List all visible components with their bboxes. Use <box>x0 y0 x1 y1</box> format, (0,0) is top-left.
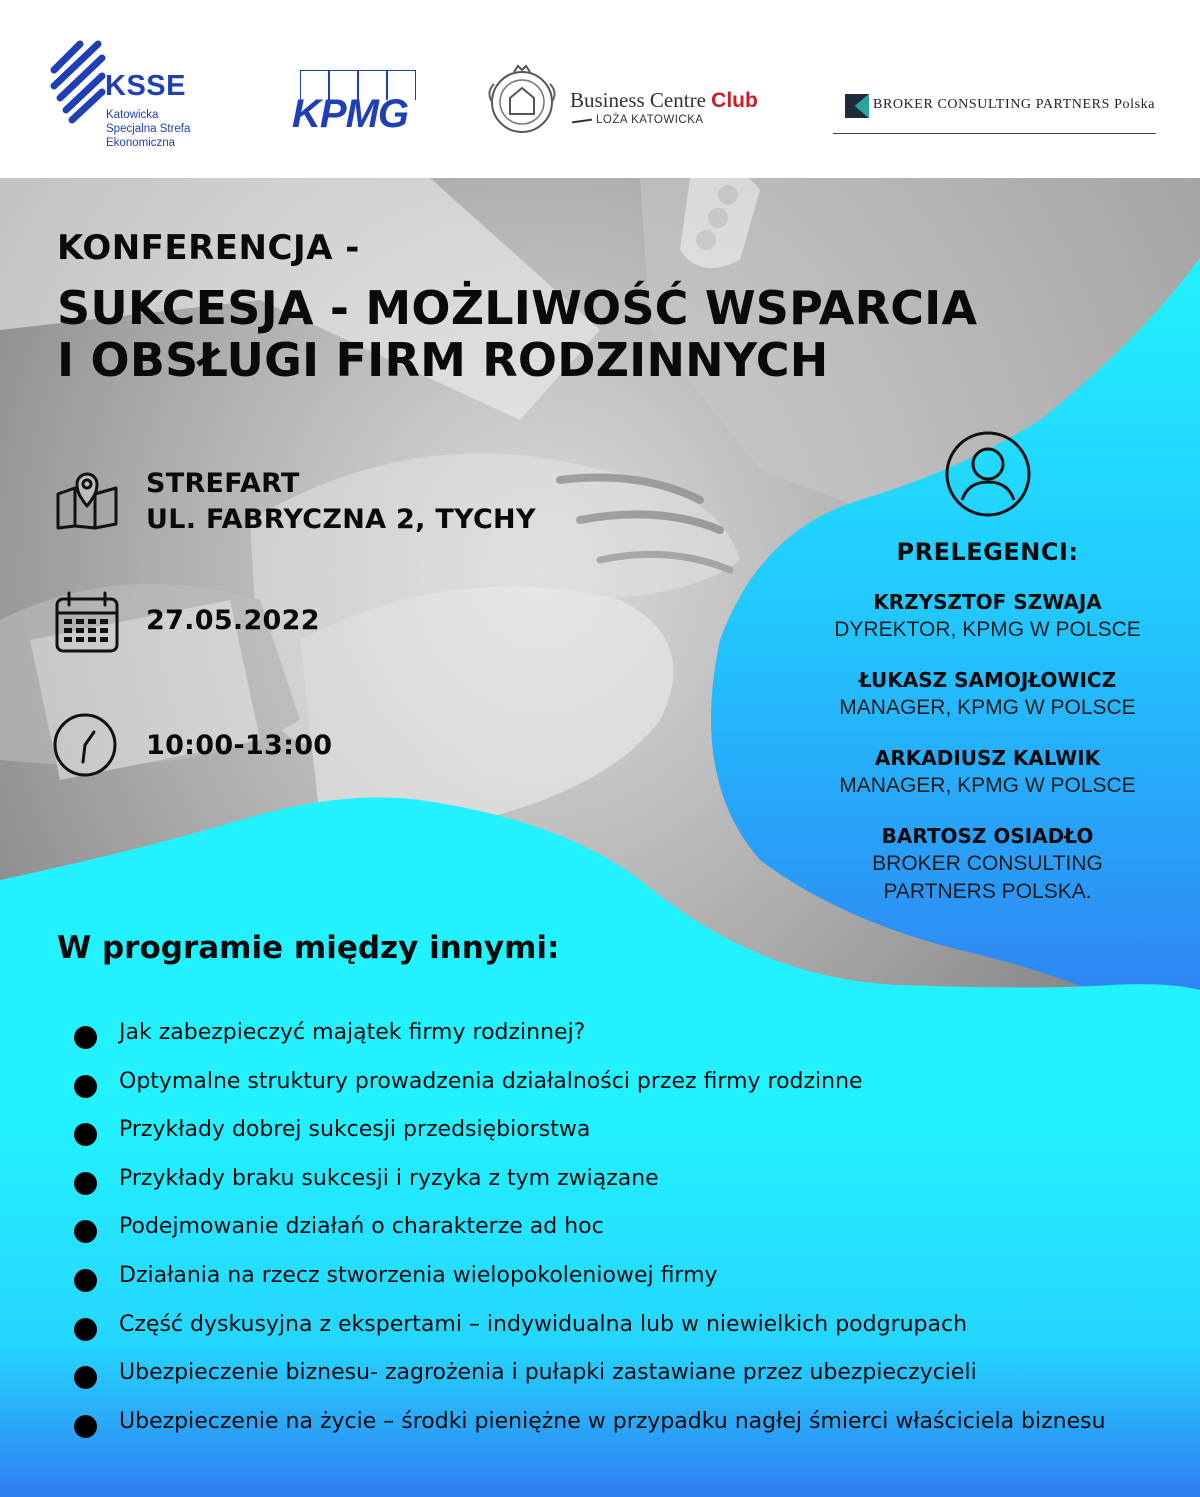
ksse-subtitle: Katowicka Specjalna Strefa Ekonomiczna <box>106 109 191 149</box>
event-title-line1: SUKCESJA - MOŻLIWOŚĆ WSPARCIA <box>57 281 978 335</box>
bullet-icon <box>74 1172 97 1195</box>
event-title <box>57 282 1107 386</box>
event-title-line2: I OBSŁUGI FIRM RODZINNYCH <box>57 333 829 387</box>
bullet-icon <box>74 1318 97 1341</box>
list-item: Ubezpieczenie biznesu- zagrożenia i pułapki zastawiane przez ubezpieczycieli <box>72 1356 1162 1405</box>
bullet-icon <box>74 1366 97 1389</box>
bullet-icon <box>74 1220 97 1243</box>
event-time: 10:00-13:00 <box>146 730 333 761</box>
kpmg-wordmark: KPMG <box>292 92 408 136</box>
program-heading: W programie między innymi: <box>57 930 560 966</box>
event-date: 27.05.2022 <box>146 605 320 636</box>
speaker-item: ARKADIUSZ KALWIK MANAGER, KPMG W POLSCE <box>839 746 1136 797</box>
bcc-seal-icon <box>484 62 560 138</box>
kpmg-logo <box>290 70 418 136</box>
bullet-icon <box>74 1075 97 1098</box>
ksse-stripes-icon <box>50 40 110 125</box>
speaker-item: KRZYSZTOF SZWAJA DYREKTOR, KPMG W POLSCE <box>834 590 1141 641</box>
bullet-icon <box>74 1415 97 1438</box>
business-centre-club-logo <box>484 62 784 142</box>
calendar-icon <box>55 591 119 653</box>
broker-consulting-partners-logo <box>833 90 1156 134</box>
bcp-wordmark: BROKER CONSULTING PARTNERS Polska <box>873 97 1156 112</box>
event-kicker: KONFERENCJA - <box>57 228 360 268</box>
speaker-item: BARTOSZ OSIADŁO BROKER CONSULTING PARTNERS POLSKA. <box>872 824 1103 903</box>
list-item: Przykłady dobrej sukcesji przedsiębiorstwa <box>72 1113 1162 1162</box>
bullet-icon <box>74 1026 97 1049</box>
speakers-panel <box>820 430 1155 906</box>
ksse-wordmark: KSSE <box>105 70 186 102</box>
list-item: Działania na rzecz stworzenia wielopokoleniowej firmy <box>72 1259 1162 1308</box>
list-item: Optymalne struktury prowadzenia działalności przez firmy rodzinne <box>72 1065 1162 1114</box>
list-item: Podejmowanie działań o charakterze ad hoc <box>72 1210 1162 1259</box>
list-item: Ubezpieczenie na życie – środki pieniężne w przypadku nagłej śmierci właściciela biznesu <box>72 1405 1162 1454</box>
bcc-wordmark: Business Centre Club <box>570 88 758 112</box>
person-icon <box>944 430 1032 518</box>
speaker-item: ŁUKASZ SAMOJŁOWICZ MANAGER, KPMG W POLSCE <box>839 668 1136 719</box>
bcp-mark-icon <box>845 94 869 118</box>
list-item: Jak zabezpieczyć majątek firmy rodzinnej? <box>72 1016 1162 1065</box>
bcc-subtitle: LOŻA KATOWICKA <box>596 114 704 126</box>
list-item: Część dyskusyjna z ekspertami – indywidualna lub w niewielkich podgrupach <box>72 1308 1162 1357</box>
bullet-icon <box>74 1123 97 1146</box>
program-list <box>72 1016 1162 1453</box>
clock-icon <box>52 712 118 778</box>
speakers-heading: PRELEGENCI: <box>896 538 1079 566</box>
ksse-logo <box>50 40 220 155</box>
map-location-icon <box>55 466 119 530</box>
partner-logos-bar <box>0 0 1200 178</box>
event-venue: STREFART UL. FABRYCZNA 2, TYCHY <box>146 468 536 535</box>
list-item: Przykłady braku sukcesji i ryzyka z tym związane <box>72 1162 1162 1211</box>
bullet-icon <box>74 1269 97 1292</box>
